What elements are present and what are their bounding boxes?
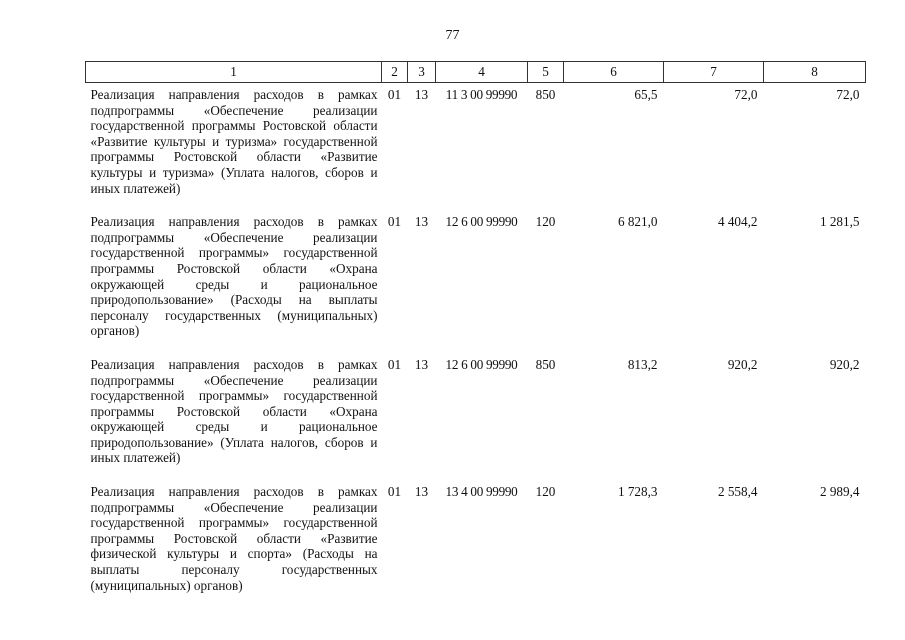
row-subsection-code: 13 [414,214,429,230]
row-target-article: 11 3 00 99990 [445,87,518,102]
budget-table [85,61,866,607]
row-section-code: 01 [387,484,402,500]
table-row [86,83,866,211]
row-section-code: 01 [387,356,402,372]
row-description: Реализация направления расходов в рамках подпрограммы «Обеспечение реализации государственной программы» государственной программы Ростовской области «Развитие физической культуры и спорта» (Расходы на выплаты персоналу государственных (муниципальных) органов) [90,484,378,593]
row-subsection-code: 13 [414,484,429,500]
row-amount-col7: 920,2 [727,356,758,372]
row-target-article: 13 4 00 99990 [445,484,518,500]
row-section-code: 01 [387,214,402,230]
row-amount-col6: 65,5 [634,87,658,102]
row-amount-col8: 72,0 [836,87,860,102]
row-expense-type: 850 [535,356,556,372]
row-target-article: 12 6 00 99990 [445,214,518,230]
row-expense-type: 850 [535,87,556,102]
row-description: Реализация направления расходов в рамках подпрограммы «Обеспечение реализации государственной программы» государственной программы Ростовской области «Охрана окружающей среды и рациональное природопользование» (Уплата налогов, сборов и иных платежей) [90,356,378,466]
header-col-6: 6 [564,62,664,83]
header-col-3: 3 [408,62,436,83]
row-amount-col7: 4 404,2 [717,214,758,230]
row-target-article: 12 6 00 99990 [445,356,518,372]
header-col-7: 7 [664,62,764,83]
page-number: 77 [445,28,460,43]
table-row [86,353,866,480]
row-amount-col6: 1 728,3 [617,484,658,500]
row-description: Реализация направления расходов в рамках подпрограммы «Обеспечение реализации государственной программы Ростовской области «Развитие культуры и туризма» государственной программы Ростовской области «Развитие культуры и туризма» (Уплата налогов, сборов и иных платежей) [90,87,378,196]
row-amount-col7: 2 558,4 [717,484,758,500]
table-row [86,480,866,607]
row-amount-col8: 2 989,4 [819,484,860,500]
row-section-code: 01 [387,87,402,102]
row-subsection-code: 13 [414,87,429,102]
row-amount-col8: 1 281,5 [819,214,860,230]
header-col-5: 5 [528,62,564,83]
header-col-2: 2 [382,62,408,83]
header-col-4: 4 [436,62,528,83]
header-col-1: 1 [86,62,382,83]
row-amount-col6: 813,2 [627,356,658,372]
table-row [86,210,866,353]
header-row [86,62,866,83]
table-body [86,83,866,608]
header-col-8: 8 [764,62,866,83]
table-header [86,62,866,83]
row-amount-col8: 920,2 [829,356,860,372]
row-amount-col6: 6 821,0 [617,214,658,230]
row-expense-type: 120 [535,484,556,500]
row-expense-type: 120 [535,214,556,230]
row-amount-col7: 72,0 [734,87,758,102]
row-description: Реализация направления расходов в рамках подпрограммы «Обеспечение реализации государственной программы» государственной программы Ростовской области «Охрана окружающей среды и рациональное природопользование» (Расходы на выплаты персоналу государственных (муниципальных) органов) [90,214,378,339]
row-subsection-code: 13 [414,356,429,372]
